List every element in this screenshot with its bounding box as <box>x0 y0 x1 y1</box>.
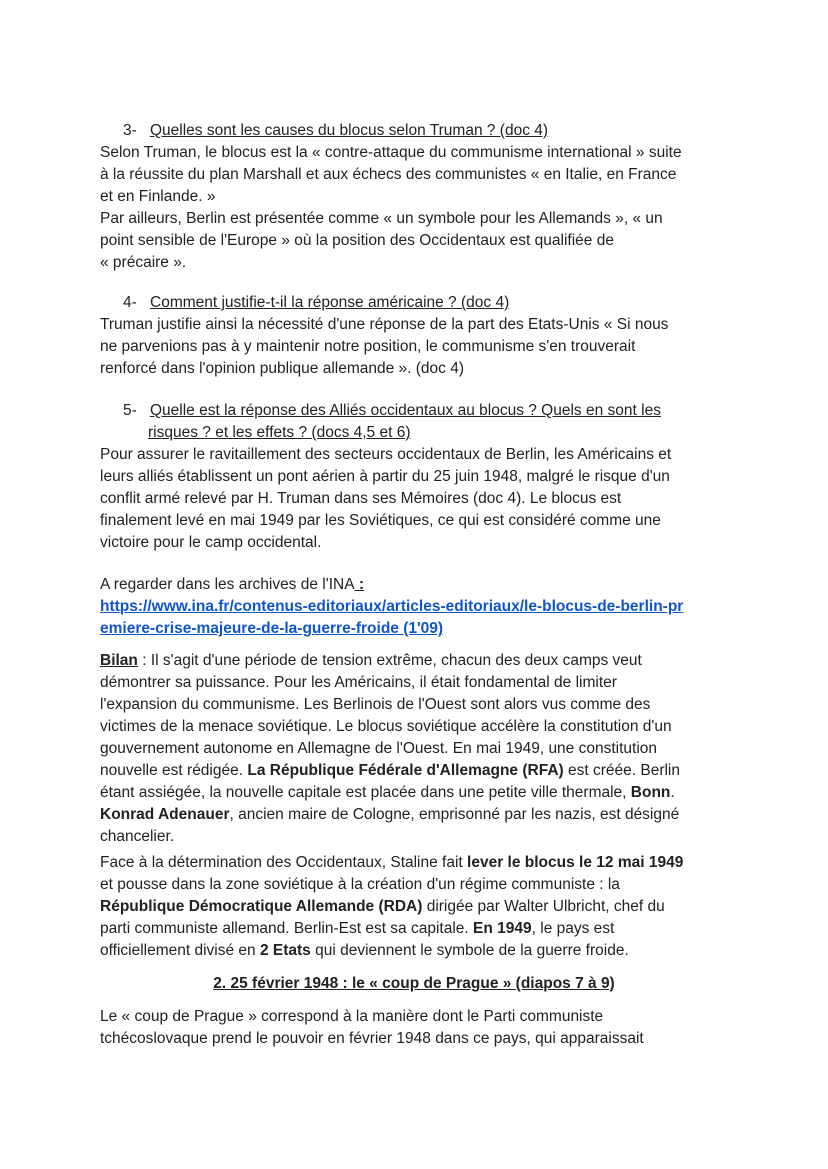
paragraph-line: tchécoslovaque prend le pouvoir en février 1948 dans ce pays, qui apparaissait <box>100 1030 644 1047</box>
paragraph-line: chancelier. <box>100 828 175 845</box>
paragraph-line: République Démocratique Allemande (RDA) dirigée par Walter Ulbricht, chef du <box>100 898 665 915</box>
staline-paragraph <box>100 852 740 962</box>
paragraph-line: Face à la détermination des Occidentaux, Staline fait lever le blocus le 12 mai 1949 <box>100 854 684 871</box>
paragraph-line: gouvernement autonome en Allemagne de l'Ouest. En mai 1949, une constitution <box>100 740 658 757</box>
paragraph-line: point sensible de l'Europe » où la position des Occidentaux est qualifiée de <box>100 232 614 249</box>
paragraph-line: Pour assurer le ravitaillement des secteurs occidentaux de Berlin, les Américains et <box>100 446 672 463</box>
paragraph-line: ne parvenions pas à y maintenir notre position, le communisme s'en trouverait <box>100 338 636 355</box>
paragraph-line: renforcé dans l'opinion publique allemande ». (doc 4) <box>100 360 465 377</box>
paragraph-line: Par ailleurs, Berlin est présentée comme « un symbole pour les Allemands », « un <box>100 210 663 227</box>
paragraph-line: nouvelle est rédigée. La République Fédérale d'Allemagne (RFA) est créée. Berlin <box>100 762 680 779</box>
paragraph-line: finalement levé en mai 1949 par les Soviétiques, ce qui est considéré comme une <box>100 512 661 529</box>
question-5-heading: 5- Quelle est la réponse des Alliés occidentaux au blocus ? Quels en sont les <box>123 402 661 419</box>
paragraph-line: officiellement divisé en 2 Etats qui deviennent le symbole de la guerre froide. <box>100 942 629 959</box>
question-3-heading: 3- Quelles sont les causes du blocus selon Truman ? (doc 4) <box>123 122 549 139</box>
paragraph-line: leurs alliés établissent un pont aérien à partir du 25 juin 1948, malgré le risque d'un <box>100 468 670 485</box>
bilan-label: Bilan <box>100 652 138 669</box>
paragraph-line: conflit armé relevé par H. Truman dans ses Mémoires (doc 4). Le blocus est <box>100 490 622 507</box>
question-5-section <box>100 400 740 554</box>
prague-paragraph <box>100 1006 740 1050</box>
paragraph-line: parti communiste allemand. Berlin-Est est sa capitale. En 1949, le pays est <box>100 920 615 937</box>
ina-archive-link[interactable]: https://www.ina.fr/contenus-editoriaux/articles-editoriaux/le-blocus-de-berlin-pr emiere-crise-majeure-de-la-guerre-froide (1'09) <box>100 598 684 637</box>
ina-archive-section <box>100 574 740 640</box>
question-3-section <box>100 120 740 274</box>
bilan-paragraph: Bilan : Il s'agit d'une période de tension extrême, chacun des deux camps veut démontrer sa puissance. Pour les Américains, il était fondamental de limiter l'expansion du communisme. Les Berlinois de l'Ouest sont alors vus comme des victimes de la menace soviétique. Le blocus soviétique accélère la constitution d'un gouvernement autonome en Allemagne de l'Ouest. En mai 1949, une constitution nouvelle est rédigée. La République Fédérale d'Allemagne (RFA) est créée. Berlin étant assiégée, la nouvelle capitale est placée dans une petite ville thermale, Bonn. Konrad Adenauer, ancien maire de Cologne, emprisonné par les nazis, est désigné chancelier. <box>100 650 740 848</box>
paragraph-line: victoire pour le camp occidental. <box>100 534 322 551</box>
question-4-section <box>100 292 740 380</box>
paragraph-line: Truman justifie ainsi la nécessité d'une réponse de la part des Etats-Unis « Si nous <box>100 316 669 333</box>
ina-label: A regarder dans les archives de l'INA : <box>100 576 365 593</box>
paragraph-line: Le « coup de Prague » correspond à la manière dont le Parti communiste <box>100 1008 604 1025</box>
paragraph-line: victimes de la menace soviétique. Le blocus soviétique accélère la constitution d'un <box>100 718 672 735</box>
paragraph-line: « précaire ». <box>100 254 187 271</box>
section-2-heading: 2. 25 février 1948 : le « coup de Prague » (diapos 7 à 9) <box>213 975 615 992</box>
paragraph-line: étant assiégée, la nouvelle capitale est placée dans une petite ville thermale, Bonn. <box>100 784 675 801</box>
paragraph-line: Konrad Adenauer, ancien maire de Cologne, emprisonné par les nazis, est désigné <box>100 806 680 823</box>
question-4-heading: 4- Comment justifie-t-il la réponse américaine ? (doc 4) <box>123 294 510 311</box>
paragraph-line: l'expansion du communisme. Les Berlinois de l'Ouest sont alors vus comme des <box>100 696 651 713</box>
question-5-heading-continued: risques ? et les effets ? (docs 4,5 et 6) <box>148 424 411 441</box>
paragraph-line: et pousse dans la zone soviétique à la création d'un régime communiste : la <box>100 876 620 893</box>
paragraph-line: Selon Truman, le blocus est la « contre-attaque du communisme international » suite <box>100 144 682 161</box>
paragraph-line: à la réussite du plan Marshall et aux échecs des communistes « en Italie, en France <box>100 166 677 183</box>
paragraph-line: démontrer sa puissance. Pour les Américains, il était fondamental de limiter <box>100 674 617 691</box>
paragraph-line: et en Finlande. » <box>100 188 216 205</box>
